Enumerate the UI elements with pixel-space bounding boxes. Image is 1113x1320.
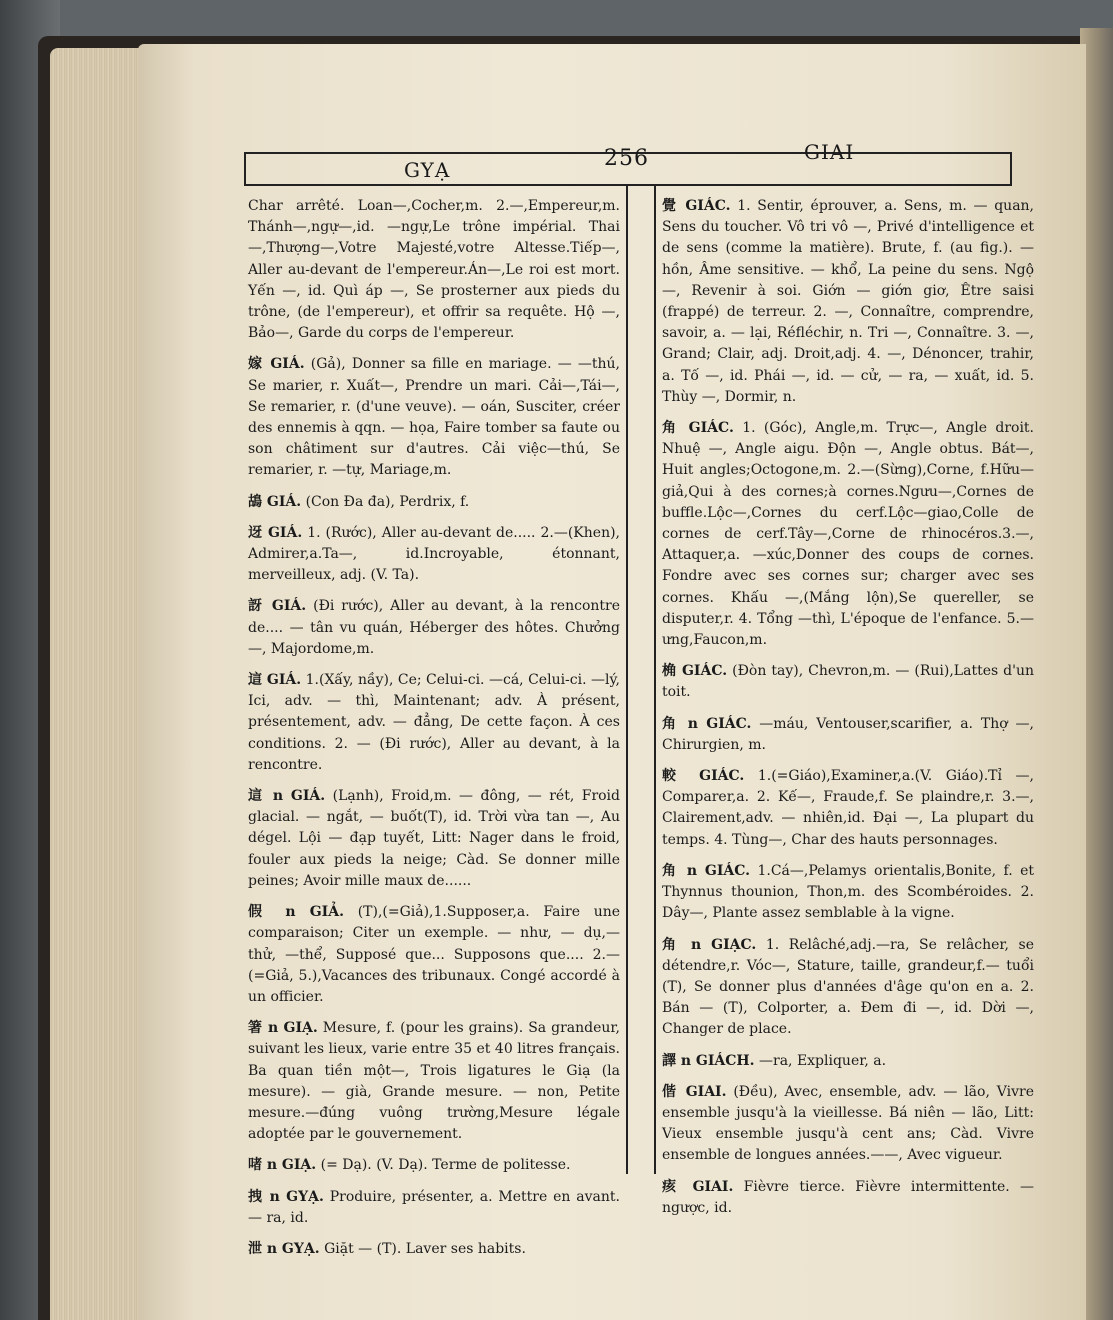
dictionary-entry xyxy=(248,196,620,344)
header-rule-right xyxy=(1010,152,1012,186)
column-divider-right xyxy=(654,186,656,1174)
dictionary-entry xyxy=(662,418,1034,651)
entry-headword: 桷 GIÁC. xyxy=(662,663,728,680)
entry-definition: 1. Relâché,adj.—ra, Se relâcher, se détendre,r. Vóc—, Stature, taille, grandeur,f.— tuổi (T), Se donner plus d'années d'âge qu'on en a. 2. Bán — (T), Colporter, a. Đem đi —, id. Dời —, Changer de place. xyxy=(662,936,1034,1038)
entry-definition: (= Dạ). (V. Dạ). Terme de politesse. xyxy=(320,1157,571,1174)
left-column xyxy=(248,196,620,1270)
dictionary-entry xyxy=(248,523,620,587)
right-column xyxy=(662,196,1034,1229)
dictionary-entry xyxy=(662,1051,1034,1072)
entry-definition: 1.Cá—,Pelamys orientalis,Bonite, f. et Thynnus thounion, Thon,m. des Scombéroides. 2. Dây—, Plante assez semblable à la vigne. xyxy=(662,862,1034,922)
dictionary-entry xyxy=(662,861,1034,925)
entry-headword: 角 n GIẠC. xyxy=(662,936,757,953)
entry-headword: 痎 GIAI. xyxy=(662,1178,734,1195)
entry-definition: (T),(=Giả),1.Supposer,a. Faire une comparaison; Citer un exemple. — như, — dụ,— thử, —thể, Supposé que... Supposons que.... 2.— (=Giả, 5.),Vacances des tribunaux. Congé accordé à un officier. xyxy=(248,904,621,1005)
entry-definition: Produire, présenter, a. Mettre en avant. — ra, id. xyxy=(248,1188,620,1226)
dictionary-entry xyxy=(248,670,620,776)
entry-definition: (Đều), Avec, ensemble, adv. — lão, Vivre ensemble jusqu'à la vieillesse. Bá niên — lão, Litt: Vieux ensemble jusqu'à cent ans; Càd. Vivre ensemble de longues années.——, Avec vigueur. xyxy=(662,1083,1034,1164)
entry-definition: 1.(Xấy, nầy), Ce; Celui-ci. —cá, Celui-ci. —lý, Ici, adv. — thì, Maintenant; adv. À présent, présentement, adv. — đẳng, De cette façon. À ces conditions. 2. — (Đi rước), Aller au devant, à la rencontre. xyxy=(248,672,621,773)
dictionary-entry xyxy=(662,196,1034,408)
entry-definition: (Lạnh), Froid,m. — đông, — rét, Froid glacial. — ngắt, — buốt(T), id. Trời vừa tan —, Au dégel. Lội — đạp tuyết, Litt: Nager dans le froid, fouler aux pieds la neige; Càd. Se donner mille peines; Avoir mille maux de...... xyxy=(248,788,620,889)
entry-headword: 角 n GIÁC. xyxy=(662,715,752,732)
page-number: 256 xyxy=(604,146,649,171)
entry-definition: (Gả), Donner sa fille en mariage. — —thú, Se marier, r. Xuất—, Prendre un mari. Cải—,Tái—, Se remarier, r. (d'une veuve). — oán, Susciter, créer des ennemis à qqn. — họa, Faire tomber sa faute ou son châtiment sur d'autres. Cải việc—thú, Se remarier, r. —tự, Mariage,m. xyxy=(248,356,620,479)
entry-headword: 拽 n GYẠ. xyxy=(248,1188,324,1205)
entry-headword: 偕 GIAI. xyxy=(662,1083,727,1100)
header-guide-word-right: GIAI xyxy=(804,140,855,164)
dictionary-entry xyxy=(662,1082,1034,1167)
entry-definition: —máu, Ventouser,scarifier, a. Thợ —, Chirurgien, m. xyxy=(662,715,1034,753)
column-divider-left xyxy=(626,186,628,1174)
dictionary-entry xyxy=(662,935,1034,1041)
entry-definition: Char arrêté. Loan—,Cocher,m. 2.—,Empereur,m. Thánh—,ngự—,id. —ngự,Le trône impérial. Thai —,Thượng—,Votre Majesté,votre Altesse.Tiếp—, Aller au-devant de l'empereur.Án—,Le roi est mort. Yến —, id. Quì áp —, Se prosterner aux pieds du trône, (de l'empereur), et offrir sa requête. Hộ —, Bảo—, Garde du corps de l'empereur. xyxy=(248,198,620,342)
entry-definition: Giặt — (T). Laver ses habits. xyxy=(324,1240,526,1257)
entry-definition: (Đòn tay), Chevron,m. — (Rui),Lattes d'un toit. xyxy=(662,663,1035,701)
entry-headword: 鴣 GIÁ. xyxy=(248,493,302,510)
entry-definition: (Con Đa đa), Perdrix, f. xyxy=(305,493,470,510)
entry-definition: 1. Sentir, éprouver, a. Sens, m. — quan, Sens du toucher. Vô tri vô —, Privé d'intelligence et de sens (comme la matière). Brute, f. (au fig.). — hồn, Âme sensitive. — khổ, La peine du sens. Ngộ —, Revenir à soi. Giớn — giớn giơ, Être saisi (frappé) de terreur. 2. —, Connaître, comprendre, savoir, a. — lại, Réfléchir, n. Tri —, Connaître. 3. —, Grand; Clair, adj. Droit,adj. 4. —, Dénoncer, trahir, a. Tố —, id. Phái —, id. — cử, — ra, — xuất, id. 5. Thùy —, Dormir, n. xyxy=(662,198,1035,405)
header-guide-word-left: GYẠ xyxy=(404,158,451,182)
entry-headword: 泄 n GYẠ. xyxy=(248,1240,320,1257)
entry-headword: 假 n GIẢ. xyxy=(248,904,344,921)
entry-definition: 1. (Rước), Aller au-devant de..... 2.—(Khen), Admirer,a.Ta—, id.Incroyable, étonnant, merveilleux, adj. (V. Ta). xyxy=(248,524,620,584)
dictionary-entry xyxy=(248,1155,620,1176)
entry-headword: 譯 n GIÁCH. xyxy=(662,1052,755,1069)
entry-headword: 箸 n GIẠ. xyxy=(248,1020,318,1037)
header-rule-left xyxy=(244,152,246,186)
dictionary-entry xyxy=(248,596,620,660)
dictionary-entry xyxy=(662,1177,1034,1219)
entry-definition: 1.(=Giáo),Examiner,a.(V. Giáo).Tỉ —, Comparer,a. 2. Kế—, Fraude,f. Se plaindre,r. 3.—, Clairement,adv. — nhiên,id. Đại —, La plupart du temps. 4. Tùng—, Char des hauts personnages. xyxy=(662,768,1034,848)
entry-headword: 訝 GIÁ. xyxy=(248,598,307,615)
entry-headword: 角 GIÁC. xyxy=(662,420,734,437)
entry-headword: 這 GIÁ. xyxy=(248,672,302,689)
entry-headword: 較 GIÁC. xyxy=(662,768,745,785)
page-stack-edge xyxy=(50,48,142,1320)
entry-headword: 角 n GIÁC. xyxy=(662,862,751,879)
entry-definition: —ra, Expliquer, a. xyxy=(759,1052,887,1069)
entry-definition: 1. (Góc), Angle,m. Trực—, Angle droit. Nhuệ —, Angle aigu. Độn —, Angle obtus. Bát—, Huit angles;Octogone,m. 2.—(Sừng),Corne, f.Hữu—giả,Qui à des cornes;à cornes.Ngưu—,Cornes de buffle.Lộc—,Cornes du cerf.Lộc—giao,Colle de cornes de cerf.Tây—,Corne de rhinocéros.3.—, Attaquer,a. —xúc,Donner des coups de cornes. Fondre avec ses cornes sur; charger avec ses cornes. Khấu —,(Mắng lộn),Se quereller, se disputer,r. 4. Tổng —thì, L'époque de l'enfance. 5.—ưng,Faucon,m. xyxy=(662,420,1034,649)
entry-headword: 嫁 GIÁ. xyxy=(248,356,305,373)
header-rule-bottom xyxy=(244,184,1012,186)
entry-definition: Fièvre tierce. Fièvre intermittente. —ngược, id. xyxy=(662,1178,1034,1216)
entry-headword: 覺 GIÁC. xyxy=(662,198,731,214)
dictionary-entry xyxy=(248,1018,620,1145)
dictionary-entry xyxy=(662,766,1034,851)
entry-headword: 迓 GIÁ. xyxy=(248,524,303,541)
dictionary-entry xyxy=(662,714,1034,756)
dictionary-entry xyxy=(248,354,620,481)
entry-definition: Mesure, f. (pour les grains). Sa grandeur, suivant les lieux, varie entre 35 et 40 litres français. Ba quan tiền một—, Trois ligatures le Giạ (la mesure). — già, Grande mesure. — non, Petite mesure.—đúng vuông trường,Mesure légale adoptée par le gouvernement. xyxy=(248,1020,621,1143)
dictionary-entry xyxy=(248,1239,620,1260)
running-header xyxy=(244,130,1012,186)
dictionary-entry xyxy=(248,1187,620,1229)
dictionary-entry xyxy=(662,661,1034,703)
entry-definition: (Đi rước), Aller au devant, à la rencontre de.... — tân vu quán, Héberger des hôtes. Chưởng—, Majordome,m. xyxy=(248,598,621,657)
entry-headword: 啫 n GIẠ. xyxy=(248,1157,317,1174)
entry-headword: 這 n GIÁ. xyxy=(248,788,326,805)
dictionary-entry xyxy=(248,492,620,513)
dictionary-entry xyxy=(248,786,620,892)
dictionary-entry xyxy=(248,902,620,1008)
